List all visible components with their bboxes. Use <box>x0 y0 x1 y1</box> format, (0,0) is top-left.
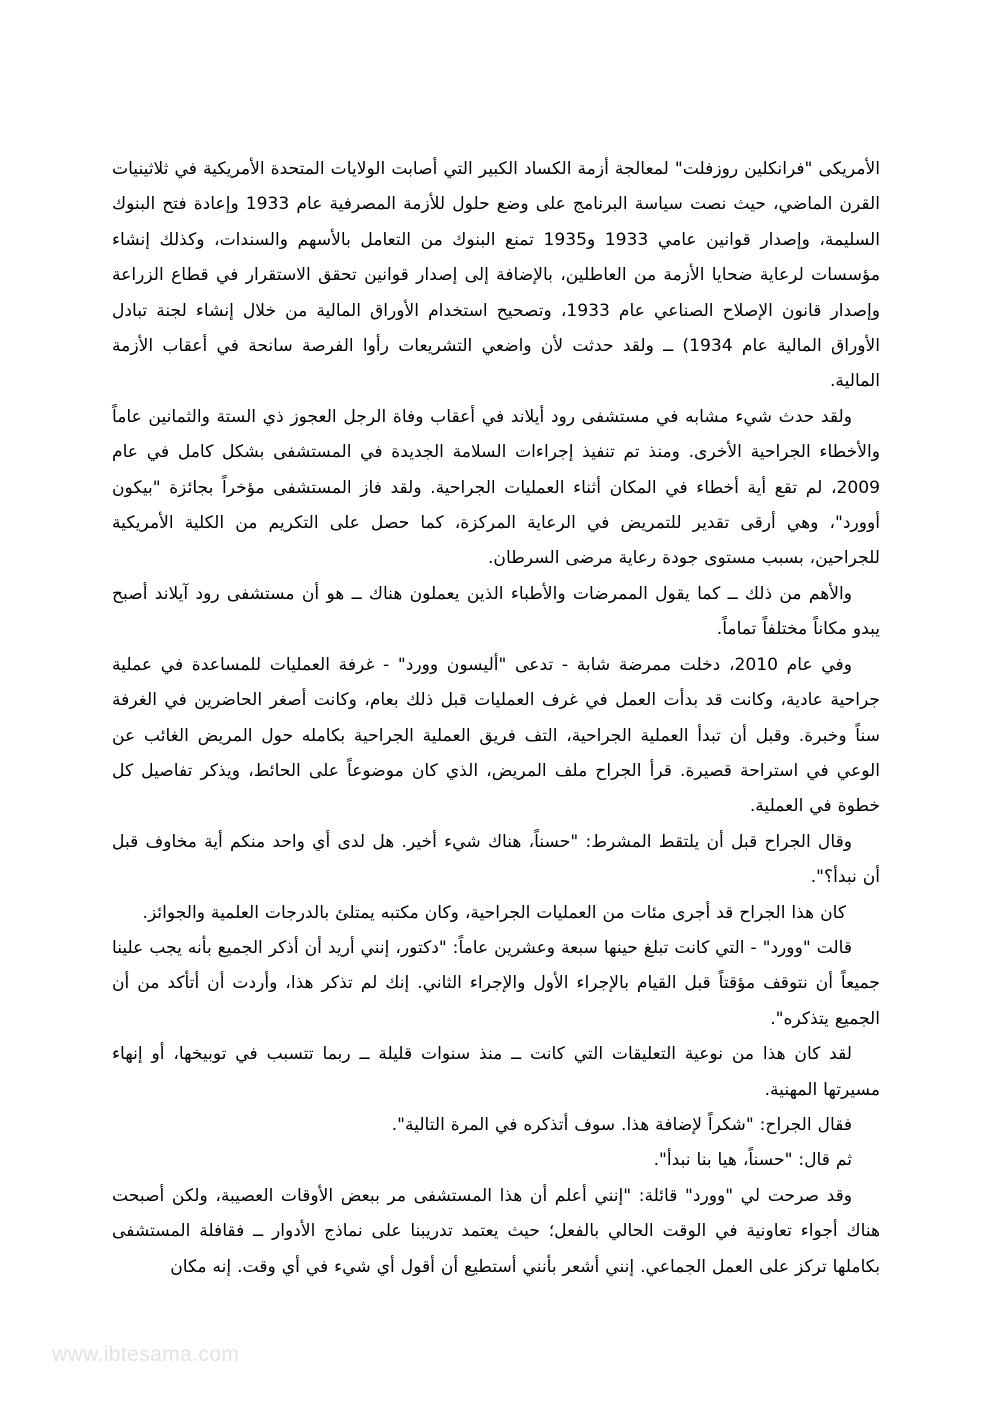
paragraph-11: وقد صرحت لي "وورد" قائلة: "إنني أعلم أن هذا المستشفى مر ببعض الأوقات العصيبة، ولكن أصبحت هناك أجواء تعاونية في الوقت الحالي بالفعل؛ حيث يعتمد تدريبنا على نماذج الأدوار ــ فقافلة المستشفى بكاملها تركز على العمل الجماعي. إنني أشعر بأنني أستطيع أن أقول أي شيء في أي وقت. إنه مكان <box>112 1185 880 1277</box>
paragraph-9: فقال الجراح: "شكراً لإضافة هذا. سوف أتذكره في المرة التالية". <box>391 1114 852 1135</box>
paragraph-3: والأهم من ذلك ــ كما يقول الممرضات والأطباء الذين يعملون هناك ــ هو أن مستشفى رود آيلاند أصبح يبدو مكاناً مختلفاً تماماً. <box>112 583 880 640</box>
paragraph-4: وفي عام 2010، دخلت ممرضة شابة - تدعى "أليسون وورد" - غرفة العمليات للمساعدة في عملية جراحية عادية، وكانت قد بدأت العمل في غرف العمليات قبل ذلك بعام، وكانت أصغر الحاضرين في الغرفة سناً وخبرة. وقبل أن تبدأ العملية الجراحية، التف فريق العملية الجراحية بكامله حول المريض الغائب عن الوعي في استراحة قصيرة. قرأ الجراح ملف المريض، الذي كان موضوعاً على الحائط، ويذكر تفاصيل كل خطوة في العملية. <box>112 654 880 817</box>
paragraph-2: ولقد حدث شيء مشابه في مستشفى رود أيلاند في أعقاب وفاة الرجل العجوز ذي الستة والثمانين عاماً والأخطاء الجراحية الأخرى. ومنذ تم تنفيذ إجراءات السلامة الجديدة في المستشفى بشكل كامل في عام 2009، لم تقع أية أخطاء في المكان أثناء العمليات الجراحية. ولقد فاز المستشفى مؤخراً بجائزة "بيكون أوورد"، وهي أرقى تقدير للتمريض في الرعاية المركزة، كما حصل على التكريم من الكلية الأمريكية للجراحين، بسبب مستوى جودة رعاية مرضى السرطان. <box>112 406 880 569</box>
paragraph-6: كان هذا الجراح قد أجرى مئات من العمليات الجراحية، وكان مكتبه يمتلئ بالدرجات العلمية والجوائز. <box>142 902 846 923</box>
paragraph-1: الأمريكى "فرانكلين روزفلت" لمعالجة أزمة الكساد الكبير التي أصابت الولايات المتحدة الأمريكية في ثلاثينيات القرن الماضي، حيث نصت سياسة البرنامج على وضع حلول للأزمة المصرفية عام 1933 وإعادة فتح البنوك السليمة، وإصدار قوانين عامي 1933 و1935 تمنع البنوك من التعامل بالأسهم والسندات، وكذلك إنشاء مؤسسات لرعاية ضحايا الأزمة من العاطلين، بالإضافة إلى إصدار قوانين تحقق الاستقرار في قطاع الزراعة وإصدار قانون الإصلاح الصناعي عام 1933، وتصحيح استخدام الأوراق المالية من خلال إنشاء لجنة تبادل الأوراق المالية عام 1934) ــ ولقد حدثت لأن واضعي التشريعات رأوا الفرصة سانحة في أعقاب الأزمة المالية. <box>112 159 881 392</box>
paragraph-5: وقال الجراح قبل أن يلتقط المشرط: "حسناً، هناك شيء أخير. هل لدى أي واحد منكم أية مخاوف قبل أن نبدأ؟". <box>112 831 880 888</box>
paragraph-7: قالت "وورد" - التي كانت تبلغ حينها سبعة وعشرين عاماً: "دكتور، إنني أريد أن أذكر الجميع بأنه يجب علينا جميعاً أن نتوقف مؤقتاً قبل القيام بالإجراء الأول والإجراء الثاني. إنك لم تذكر هذا، وأردت أن أتأكد من أن الجميع يتذكره". <box>112 937 880 1029</box>
paragraph-8: لقد كان هذا من نوعية التعليقات التي كانت ــ منذ سنوات قليلة ــ ربما تتسبب في توبيخها، أو إنهاء مسيرتها المهنية. <box>112 1044 880 1100</box>
paragraph-10: ثم قال: "حسناً، هيا بنا نبدأ". <box>653 1150 852 1171</box>
document-body <box>112 152 880 1285</box>
site-watermark: www.ibtesama.com <box>52 1343 240 1366</box>
